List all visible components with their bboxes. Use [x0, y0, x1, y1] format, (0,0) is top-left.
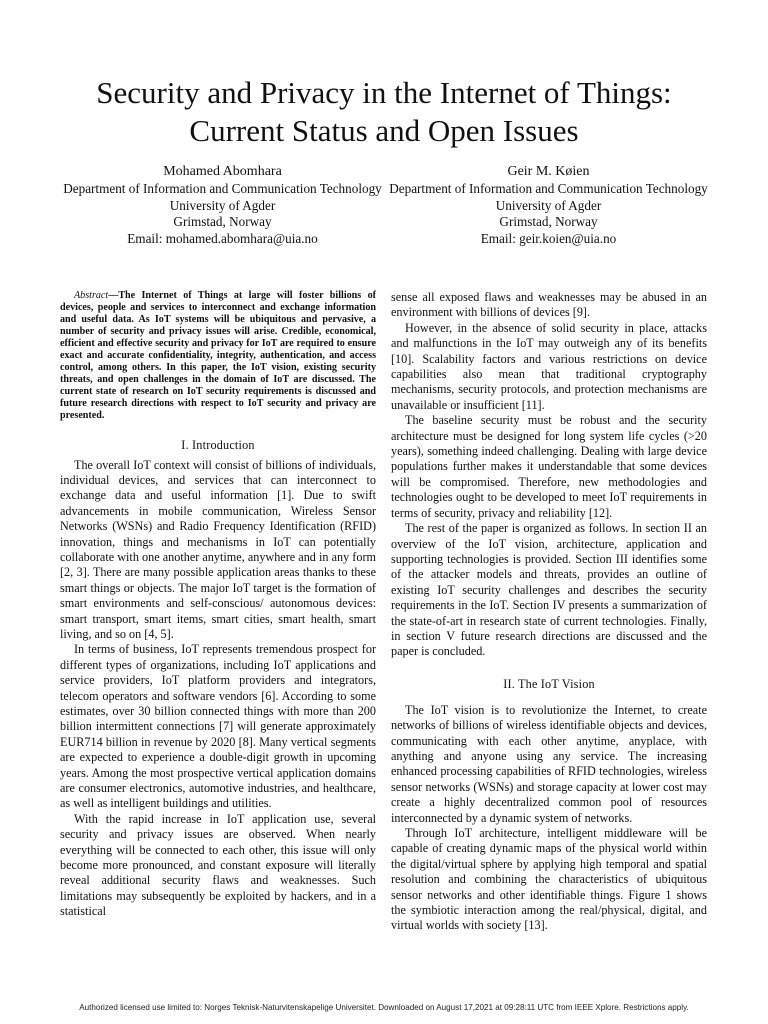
vision-paragraph-1: The IoT vision is to revolutionize the Internet, to create networks of billions of wireless identifiable objects and devices, communicating with each other anytime, anyplace, with anything and anyone using any service. The increasing enhanced processing capabilities of RFID technologies, wireless sensor networks (WSNs) and storage capacity at lower cost may create a highly decentralized common pool of resources interconnected by a dynamic system of networks. [391, 702, 707, 825]
author-block-2 [386, 164, 711, 247]
author-name: Mohamed Abomhara [163, 164, 282, 179]
abstract [60, 290, 376, 423]
license-footer: Authorized licensed use limited to: Norges Teknisk-Naturvitenskapelige Universitet. Downloaded on August 17,2021 at 09:28:11 UTC from IEEE Xplore. Restrictions apply. [79, 1003, 689, 1012]
section-heading-iot-vision: II. The IoT Vision [503, 676, 595, 691]
abstract-text: —The Internet of Things at large will foster billions of devices, people and services to interconnect and exchange information and useful data. As IoT systems will be ubiquitous and pervasive, a number of security and privacy issues will arise. Credible, economical, efficient and effective security and privacy for IoT are required to ensure exact and accurate confidentiality, integrity, authentication, and access control, among others. In this paper, the IoT vision, existing security threats, and open challenges in the domain of IoT are discussed. The current state of research on IoT security requirements is discussed and future research directions with respect to IoT security and privacy are presented. [60, 290, 376, 422]
section-heading-introduction: I. Introduction [181, 437, 255, 452]
author-block-1 [60, 164, 385, 247]
author-email: Email: mohamed.abomhara@uia.no [127, 230, 318, 246]
vision-paragraph-2: Through IoT architecture, intelligent middleware will be capable of creating dynamic maps of the physical world within the digital/virtual sphere by applying high temporal and spatial resolution and combining the characteristics of ubiquitous sensor networks and other identifiable things. Figure 1 shows the symbiotic interaction among the real/physical, digital, and virtual worlds with society [13]. [391, 826, 707, 933]
abstract-label: Abstract [74, 290, 109, 301]
intro-paragraph-continued: sense all exposed flaws and weaknesses may be abused in an environment with billions of devices [9]. [391, 290, 707, 320]
intro-paragraph-1: The overall IoT context will consist of billions of individuals, individual devices, and services that can interconnect to exchange data and useful information [1]. Due to swift advancements in mobile communication, Wireless Sensor Networks (WSNs) and Radio Frequency Identification (RFID) innovation, things and mechanisms in IoT can potentially collaborate with one another anytime, anywhere and in any form [2, 3]. There are many possible application areas thanks to these smart things or objects. The major IoT target is the formation of smart environments and self-conscious/ autonomous devices: smart transport, smart items, smart cities, smart health, smart living, and so on [4, 5]. [60, 457, 376, 641]
title-line-1: Security and Privacy in the Internet of Things: [96, 75, 672, 110]
intro-paragraph-4: However, in the absence of solid security in place, attacks and malfunctions in the IoT may outweigh any of its benefits [10]. Scalability factors and various restrictions on device capabilities also mean that traditional cryptography mechanisms, security protocols, and protection mechanisms are unavailable or insufficient [11]. [391, 320, 707, 412]
title-line-2: Current Status and Open Issues [189, 113, 579, 148]
author-university: University of Agder [169, 197, 276, 213]
author-name: Geir M. Køien [507, 164, 590, 179]
intro-paragraph-6: The rest of the paper is organized as follows. In section II an overview of the IoT vision, architecture, application and supporting technologies is provided. Section III identifies some of the attacker models and threats, provides an outline of existing IoT security challenges and describes the security requirements in the IoT. Section IV presents a summarization of the state-of-art in research state of current technologies. Finally, in section V future research directions are discussed and the paper is concluded. [391, 521, 707, 659]
author-department: Department of Information and Communication Technology [63, 181, 382, 197]
right-column [391, 290, 707, 934]
left-column [60, 290, 376, 920]
author-department: Department of Information and Communication Technology [389, 181, 708, 197]
paper-title [40, 74, 728, 150]
author-location: Grimstad, Norway [499, 214, 598, 230]
intro-paragraph-3: With the rapid increase in IoT application use, several security and privacy issues are observed. When nearly everything will be connected to each other, this issue will only become more pronounced, and constant exposure will literally reveal additional security flaws and weaknesses. Such limitations may subsequently be exploited by hackers, and in a statistical [60, 811, 376, 919]
intro-paragraph-2: In terms of business, IoT represents tremendous prospect for different types of organizations, including IoT applications and service providers, IoT platform providers and integrators, telecom operators and software vendors [6]. According to some estimates, over 30 billion connected things with more than 200 billion intermittent connections [7] will generate approximately EUR714 billion in revenue by 2020 [8]. Many vertical segments are expected to experience a double-digit growth in upcoming years. Among the most prospective vertical application domains are consumer electronics, automotive industries, and healthcare, as well as intelligent buildings and utilities. [60, 642, 376, 811]
author-university: University of Agder [495, 197, 602, 213]
intro-paragraph-5: The baseline security must be robust and the security architecture must be designed for long system life cycles (>20 years), something indeed challenging. Dealing with large device populations further makes it understandable that some devices will be compromised. Therefore, new methodologies and technologies ought to be developed to meet IoT requirements in terms of security, privacy and reliability [12]. [391, 413, 707, 520]
author-location: Grimstad, Norway [173, 214, 272, 230]
author-email: Email: geir.koien@uia.no [480, 230, 617, 246]
